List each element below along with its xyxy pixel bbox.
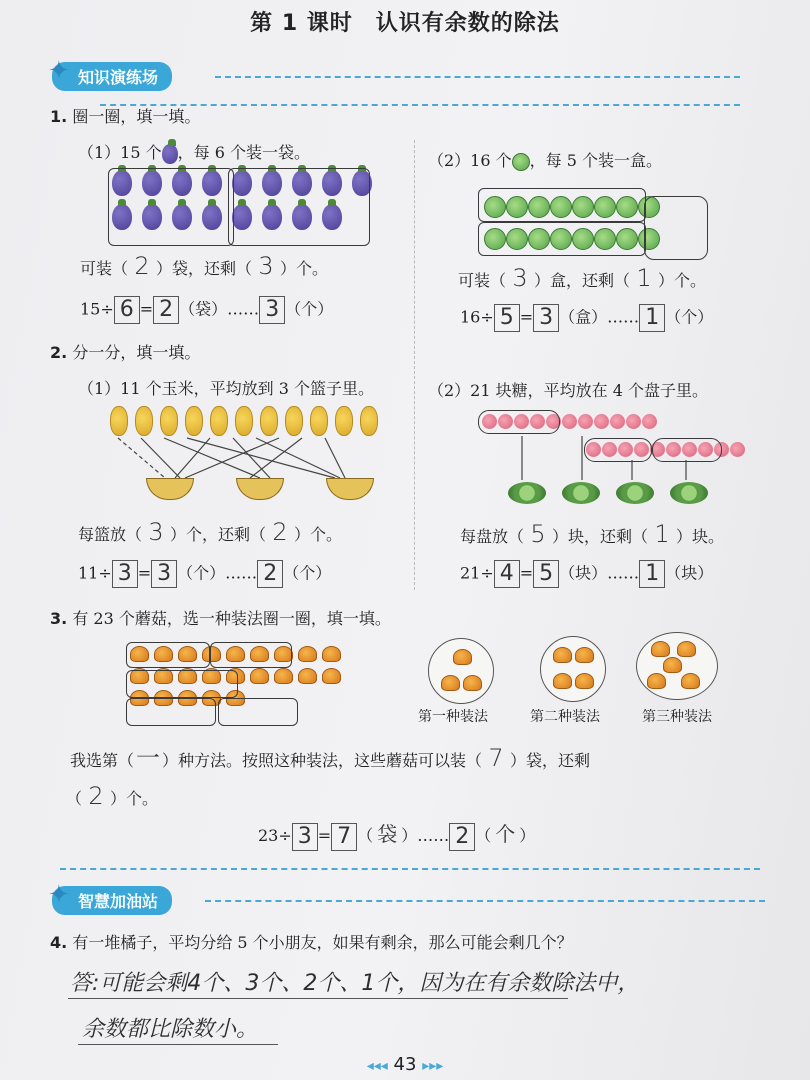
equation-text: = [317,826,332,845]
plate-icon [508,482,546,504]
mushroom-icon [453,649,472,665]
q2a-fill [78,518,342,546]
prompt-text: （2）16 个 [428,151,512,170]
fill-text: 可装（ [80,259,129,278]
equation-text: （块） [665,563,714,583]
drawn-circle [644,196,708,260]
equation-text: （个） [665,307,714,327]
equation-text: ）…… [401,826,450,845]
corn-icon [260,406,278,436]
equation-text: （个） [285,299,334,319]
option-1-label: 第一种装法 [418,709,488,725]
mushroom-icon [298,668,317,684]
question-1-header [50,104,200,127]
equation-text: （ [475,826,492,845]
drawn-circle [108,168,234,246]
mushroom-icon [322,646,341,662]
question-text: 有一堆橘子，平均分给 5 个小朋友，如果有剩余，那么可能会剩几个？ [72,933,573,952]
equation-text: （个） [283,563,332,583]
answer-bags: 2 [134,252,150,280]
fill-text: ）块。 [676,527,725,546]
fill-text: ）块，还剩（ [552,527,649,546]
corn-icon [310,406,328,436]
candy-icon [594,414,609,429]
answer-rest: 1 [636,264,652,292]
equation-text: 21÷ [460,563,494,583]
eggplant-icon [162,144,178,164]
plate-icon [670,482,708,504]
remainder-box: 2 [257,560,283,588]
section-banner-bonus [48,880,172,915]
q1a-prompt [78,140,310,164]
corn-icon [135,406,153,436]
fill-text: ）个。 [658,271,707,290]
candy-icon [562,414,577,429]
fill-text: ）个。 [280,259,329,278]
question-3-header [50,606,391,629]
divider [60,868,760,870]
equation-text: = [137,563,152,583]
fill-text: 可装（ [458,271,507,290]
drawn-circle [218,698,298,726]
section-label: 智慧加油站 [52,886,172,915]
fill-text: 每篮放（ [78,525,143,544]
divisor-box: 5 [494,304,520,332]
question-text: 分一分，填一填。 [72,343,201,362]
mushroom-icon [322,668,341,684]
mushroom-icon [274,668,293,684]
mushroom-icon [463,675,482,691]
section-banner-practice [48,56,172,91]
remainder-box: 1 [639,304,665,332]
mushroom-icon [681,673,700,689]
prompt-text: ，每 6 个装一袋。 [177,143,310,162]
option-1-circle [428,638,494,704]
divisor-box: 3 [112,560,138,588]
fill-text: ）袋，还剩 [510,751,591,770]
q3-fill-line2 [66,782,158,810]
remainder-box: 2 [449,823,475,851]
drawn-circle [478,410,560,434]
underline [68,998,568,999]
corn-icon [160,406,178,436]
option-2-circle [540,636,606,702]
star-icon: ✦ [48,880,70,910]
candy-icon [610,414,625,429]
mushroom-icon [663,657,682,673]
drawn-circle [126,698,216,726]
candy-icon [578,414,593,429]
q1b-fill [458,264,706,292]
candy-icon [626,414,641,429]
answer-choice: 一 [136,744,161,772]
equation-text: （ [357,826,374,845]
mushroom-icon [647,673,666,689]
drawn-circle [478,222,646,256]
q1a-fill [80,252,328,280]
cabbage-icon [512,153,530,171]
question-number: 4. [50,933,68,952]
basket-icon [326,478,374,500]
left-arrows-icon: ◂◂◂ [366,1058,388,1074]
fill-text: ）盒，还剩（ [534,271,631,290]
answer-rest: 2 [272,518,288,546]
distribution-arrows [110,436,390,482]
page-number-bar [0,1054,810,1075]
equation-text: = [519,563,534,583]
mushroom-icon [677,641,696,657]
equation-text: （个）…… [177,563,258,583]
mushroom-icon [575,673,594,689]
equation-text: 23÷ [258,826,292,845]
mushroom-icon [298,646,317,662]
equation-text: 11÷ [78,563,112,583]
q3-equation [258,818,535,851]
plate-icon [562,482,600,504]
corn-icon [360,406,378,436]
right-arrows-icon: ▸▸▸ [422,1058,444,1074]
question-4-header [50,930,573,953]
prompt-text: （1）15 个 [78,143,162,162]
prompt-text: ，每 5 个装一盒。 [529,151,662,170]
answer-rest: 1 [654,520,670,548]
candy-icon [642,414,657,429]
option-3-label: 第三种装法 [642,709,712,725]
quotient-box: 7 [331,823,357,851]
mushroom-icon [553,647,572,663]
question-number: 1. [50,107,68,126]
question-2-header [50,340,200,363]
basket-icon [236,478,284,500]
basket-icon [146,478,194,500]
quotient-box: 2 [153,296,179,324]
answer-rest: 2 [88,782,104,810]
corn-icon [235,406,253,436]
candy-icon [730,442,745,457]
q2b-prompt: （2）21 块糖，平均放在 4 个盘子里。 [428,381,708,400]
option-2-label: 第二种装法 [530,709,600,725]
equation-text: = [519,307,534,327]
q2a-prompt: （1）11 个玉米，平均放到 3 个篮子里。 [78,379,374,398]
q1a-equation [80,296,333,324]
corn-icon [185,406,203,436]
star-icon: ✦ [48,56,70,86]
q3-fill-line1 [70,738,790,773]
handwritten-unit: 个 [495,822,516,846]
drawn-circle [228,168,370,246]
mushroom-icon [553,673,572,689]
corn-icon [110,406,128,436]
equation-text: （袋）…… [179,299,260,319]
q2b-fill [460,520,724,548]
fill-text: ）个。 [294,525,343,544]
fill-text: ）种方法。按照这种装法，这些蘑菇可以装（ [162,751,483,770]
basket-row [146,478,374,500]
equation-text: ） [519,826,536,845]
fill-text: （ [66,789,83,808]
quotient-box: 5 [533,560,559,588]
corn-icon [335,406,353,436]
fill-text: ）个，还剩（ [170,525,267,544]
fill-text: 每盘放（ [460,527,525,546]
answer-line-2: 余数都比除数小。 [82,1017,259,1042]
quotient-box: 3 [151,560,177,588]
mushroom-icon [441,675,460,691]
question-number: 2. [50,343,68,362]
drawn-circle [126,642,210,668]
corn-row [110,406,378,436]
equation-text: （盒）…… [559,307,640,327]
q1b-equation [460,304,713,332]
corn-icon [210,406,228,436]
answer-each: 3 [148,518,164,546]
page-number: 43 [393,1054,417,1075]
drawn-circle [210,642,292,668]
fill-text: ）个。 [110,789,159,808]
lesson-title: 第 1 课时 认识有余数的除法 [250,11,560,36]
option-3-circle [636,632,718,700]
answer-line-1: 答:可能会剩4个、3个、2个、1个，因为在有余数除法中， [70,971,640,996]
drawn-circle [478,188,646,222]
answer-rest: 3 [258,252,274,280]
divider [205,900,765,902]
drawn-circle [126,670,238,698]
q2b-equation [460,560,713,588]
divisor-box: 4 [494,560,520,588]
corn-icon [285,406,303,436]
underline [78,1044,278,1045]
divisor-box: 3 [292,823,318,851]
question-text: 有 23 个蘑菇，选一种装法圈一圈，填一填。 [72,609,391,628]
mushroom-icon [250,668,269,684]
mushroom-icon [575,647,594,663]
answer-each: 5 [530,520,546,548]
fill-text: 我选第（ [70,751,135,770]
equation-text: （块）…… [559,563,640,583]
divisor-box: 6 [114,296,140,324]
answer-boxes: 3 [512,264,528,292]
distribution-arrows [500,432,720,486]
quotient-box: 3 [533,304,559,332]
answer-bags: 7 [488,744,504,772]
plate-icon [616,482,654,504]
remainder-box: 1 [639,560,665,588]
question-number: 3. [50,609,68,628]
equation-text: 16÷ [460,307,494,327]
q1b-prompt [428,148,662,171]
equation-text: = [139,299,154,319]
divider [215,76,740,78]
column-divider [414,140,415,590]
mushroom-icon [651,641,670,657]
fill-text: ）袋，还剩（ [156,259,253,278]
equation-text: 15÷ [80,299,114,319]
handwritten-unit: 袋 [377,822,398,846]
remainder-box: 3 [259,296,285,324]
plate-row [508,482,708,504]
q2a-equation [78,560,331,588]
question-text: 圈一圈，填一填。 [72,107,201,126]
section-label: 知识演练场 [52,62,172,91]
